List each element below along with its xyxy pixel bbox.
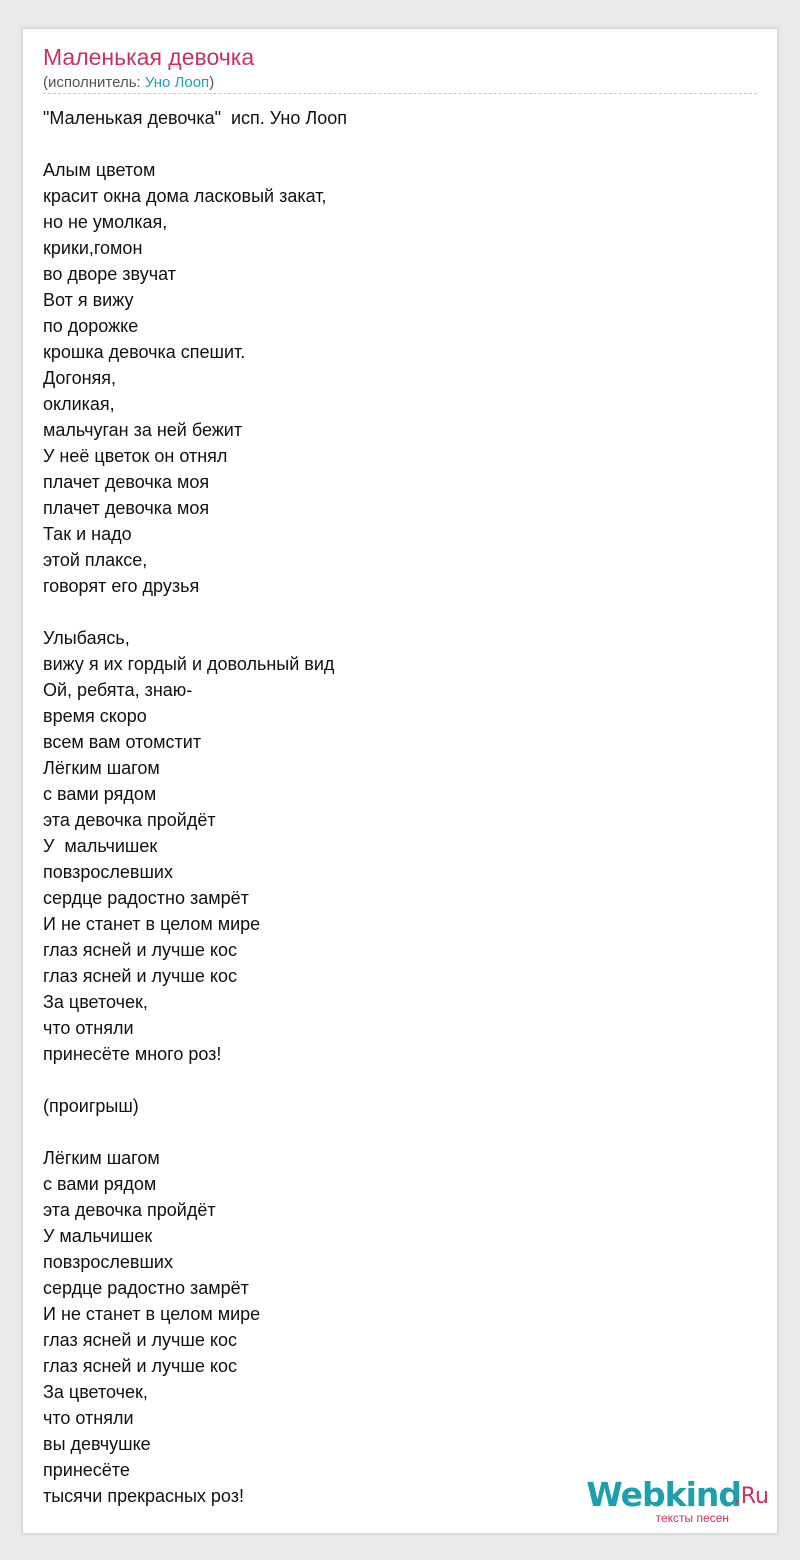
lyric-line: глаз ясней и лучше кос [43, 1356, 237, 1376]
artist-line [43, 73, 214, 93]
lyric-line: с вами рядом [43, 1174, 157, 1194]
lyric-line: У мальчишек [43, 1226, 153, 1246]
lyric-line: За цветочек, [43, 1382, 148, 1402]
lyric-line: Алым цветом [43, 160, 156, 180]
lyric-line: глаз ясней и лучше кос [43, 940, 237, 960]
artist-suffix: ) [209, 74, 215, 91]
lyric-line: говорят его друзья [43, 576, 200, 596]
lyric-line: что отняли [43, 1408, 134, 1428]
lyrics-card [22, 28, 778, 1534]
lyric-line: Улыбаясь, [43, 628, 130, 648]
lyric-line: глаз ясней и лучше кос [43, 966, 237, 986]
lyric-line: всем вам отомстит [43, 732, 202, 752]
lyric-line: по дорожке [43, 316, 139, 336]
lyric-line [43, 1119, 743, 1145]
artist-link[interactable]: Уно Лооп [144, 74, 210, 91]
lyric-line: плачет девочка моя [43, 472, 210, 492]
lyric-line: повзрослевших [43, 862, 173, 882]
lyric-line: Догоняя, [43, 368, 117, 388]
lyric-line: окликая, [43, 394, 115, 414]
lyric-line: вижу я их гордый и довольный вид [43, 654, 335, 674]
lyric-line: Так и надо [43, 524, 132, 544]
lyric-line: За цветочек, [43, 992, 148, 1012]
lyric-line: но не умолкая, [43, 212, 168, 232]
lyric-line: "Маленькая девочка" исп. Уно Лооп [43, 108, 347, 128]
lyric-line: Вот я вижу [43, 290, 134, 310]
lyric-line: И не станет в целом мире [43, 914, 261, 934]
lyric-line [43, 131, 743, 157]
lyric-line: Ой, ребята, знаю- [43, 680, 193, 700]
lyric-line: красит окна дома ласковый закат, [43, 186, 327, 206]
header-divider [43, 93, 757, 94]
lyric-line: время скоро [43, 706, 147, 726]
lyric-line: Лёгким шагом [43, 1148, 160, 1168]
lyric-line: У неё цветок он отнял [43, 446, 228, 466]
song-title: Маленькая девочка [43, 44, 255, 70]
lyric-line: мальчуган за ней бежит [43, 420, 243, 440]
lyric-line: эта девочка пройдёт [43, 810, 216, 830]
lyric-line: сердце радостно замрёт [43, 1278, 249, 1298]
lyrics-text [43, 105, 743, 1509]
lyric-line: крошка девочка спешит. [43, 342, 246, 362]
artist-prefix: (исполнитель: [43, 74, 145, 91]
lyric-line: этой плаксе, [43, 550, 148, 570]
lyric-line: принесёте много роз! [43, 1044, 222, 1064]
lyric-line: что отняли [43, 1018, 134, 1038]
lyric-line: Лёгким шагом [43, 758, 160, 778]
lyric-line: принесёте [43, 1460, 130, 1480]
lyric-line: И не станет в целом мире [43, 1304, 261, 1324]
lyric-line: глаз ясней и лучше кос [43, 1330, 237, 1350]
logo-domain: .Ru [733, 1484, 769, 1509]
logo-wordmark: Webkind [586, 1475, 741, 1514]
lyric-line [43, 599, 743, 625]
lyric-line: крики,гомон [43, 238, 143, 258]
lyric-line: (проигрыш) [43, 1096, 139, 1116]
lyric-line: тысячи прекрасных роз! [43, 1486, 244, 1506]
site-logo[interactable] [571, 1475, 771, 1527]
lyric-line [43, 1067, 743, 1093]
lyric-line: во дворе звучат [43, 264, 176, 284]
logo-tagline: тексты песен [655, 1511, 729, 1525]
lyric-line: эта девочка пройдёт [43, 1200, 216, 1220]
lyric-line: сердце радостно замрёт [43, 888, 249, 908]
lyric-line: У мальчишек [43, 836, 158, 856]
lyric-line: повзрослевших [43, 1252, 173, 1272]
lyric-line: вы девчушке [43, 1434, 151, 1454]
lyric-line: плачет девочка моя [43, 498, 210, 518]
lyric-line: с вами рядом [43, 784, 157, 804]
